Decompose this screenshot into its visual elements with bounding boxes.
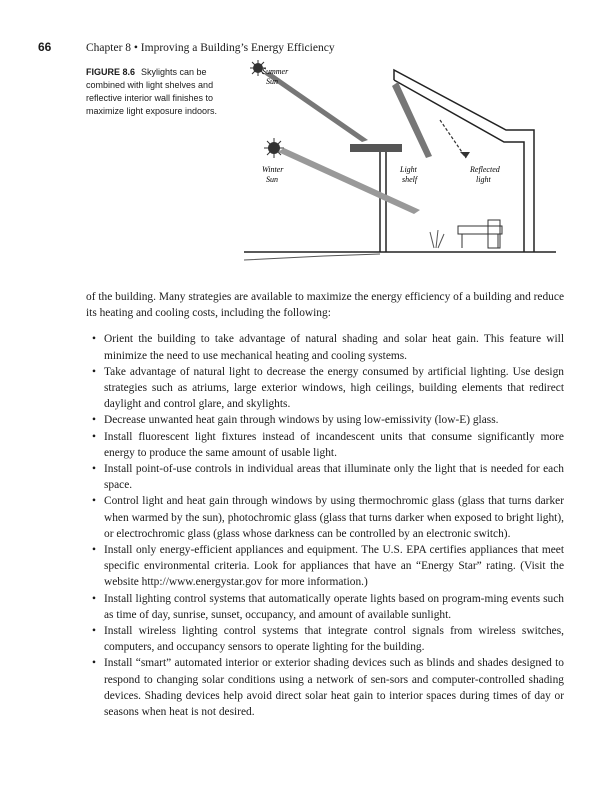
summer-sunbeam [264, 72, 368, 142]
light-shelf [350, 144, 402, 152]
label-summer-2: Sun [266, 77, 278, 86]
figure-caption-text: Skylights can be combined with light shelves and reflective interior wall finishes to maximize light exposure indoors. [86, 67, 218, 116]
list-item: • Install point-of-use controls in individual areas that illuminate only the light that is needed for each space. [104, 461, 564, 493]
furniture [458, 220, 502, 248]
skylight-diagram [244, 60, 556, 274]
winter-sun-icon [264, 138, 284, 158]
page-number: 66 [38, 40, 52, 54]
list-item: • Orient the building to take advantage of natural shading and solar heat gain. This feature will minimize the need to use mechanical heating and cooling systems. [104, 331, 564, 363]
label-shelf-2: shelf [402, 175, 418, 184]
list-item: • Control light and heat gain through windows by using thermochromic glass (glass that turns darker when warmed by the sun), photochromic glass (glass that turns darker when exposed to bright light), or electrochromic glass (glass whose darkness can be controlled by an electronic switch). [104, 493, 564, 542]
label-reflected-2: light [476, 175, 491, 184]
winter-sunbeam [278, 148, 420, 214]
body-text [86, 289, 564, 720]
strategy-list [86, 331, 564, 720]
figure-caption [86, 66, 236, 118]
list-item: • Install wireless lighting control systems that integrate control signals from wireless switches, computers, and occupancy sensors to operate lighting for the building. [104, 623, 564, 655]
running-header [38, 40, 335, 54]
ground-slope [244, 254, 380, 260]
label-winter-2: Sun [266, 175, 278, 184]
arrow-head-icon [460, 152, 470, 158]
list-item: • Take advantage of natural light to decrease the energy consumed by artificial lighting. Use design strategies such as atriums, large exterior windows, high ceilings, building elements that redirect daylight and control glare, and skylights. [104, 364, 564, 413]
label-summer-1: Summer [262, 67, 289, 76]
list-item: • Install fluorescent light fixtures instead of incandescent units that consume significantly more energy to produce the same amount of usable light. [104, 429, 564, 461]
label-winter-1: Winter [262, 165, 284, 174]
plant-icon [430, 230, 444, 248]
list-item: • Decrease unwanted heat gain through windows by using low-emissivity (low-E) glass. [104, 412, 564, 428]
list-item: • Install only energy-efficient appliances and equipment. The U.S. EPA certifies appliances that meet specific environmental criteria. Look for appliances that have an “Energy Star” rating. (Visit the website http://www.energystar.gov for more information.) [104, 542, 564, 591]
list-item: • Install lighting control systems that automatically operate lights based on program-ming events such as time of day, sunrise, sunset, occupancy, and amount of available sunlight. [104, 591, 564, 623]
label-shelf-1: Light [400, 165, 417, 174]
figure-label: FIGURE 8.6 [86, 67, 136, 77]
label-reflected-1: Reflected [470, 165, 500, 174]
list-item: • Install “smart” automated interior or exterior shading devices such as blinds and shades designed to respond to changing solar conditions using a network of sen-sors and computer-controlled shading devices. Shading devices help avoid direct solar heat gain to interior spaces during times of day or seasons when heat is not desired. [104, 655, 564, 720]
intro-paragraph: of the building. Many strategies are available to maximize the energy efficiency of a building and reduce its heating and cooling costs, including the following: [86, 291, 564, 320]
running-title: Chapter 8 • Improving a Building’s Energy Efficiency [86, 42, 335, 54]
